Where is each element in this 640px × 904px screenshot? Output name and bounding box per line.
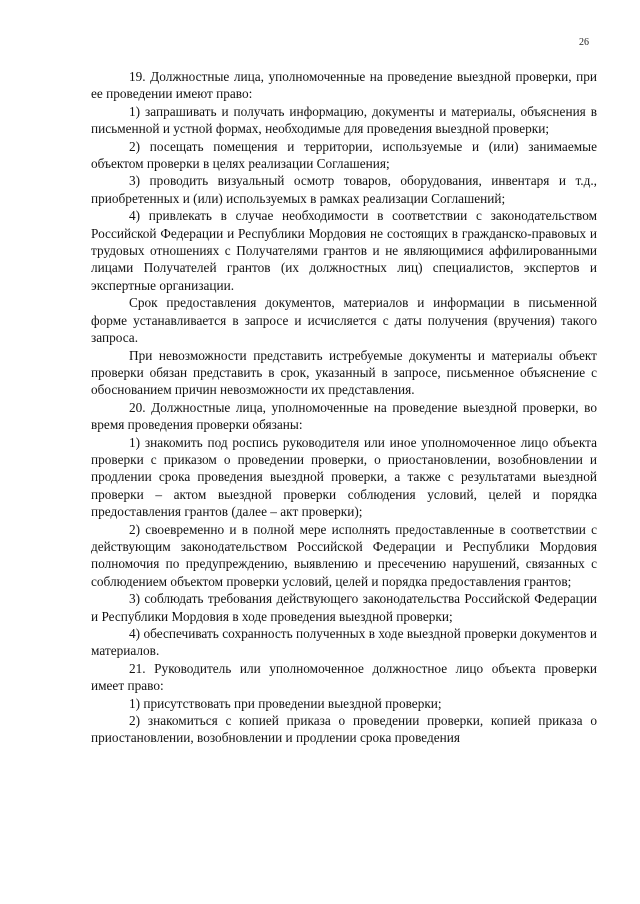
paragraph: 2) знакомиться с копией приказа о проведении проверки, копией приказа о приостановлении, возобновлении и продлении срока проведения bbox=[91, 713, 597, 746]
page-number: 26 bbox=[579, 37, 589, 48]
paragraph: 2) посещать помещения и территории, используемые и (или) занимаемые объектом проверки в целях реализации Соглашения; bbox=[91, 138, 597, 172]
paragraph: 4) привлекать в случае необходимости в соответствии с законодательством Российской Федерации и Республики Мордовия не состоящих в гражданско-правовых и трудовых отношениях с Получателями грантов и не являющимися аффилированными лицами Получателей грантов (их должностных лиц) специалистов, экспертов и экспертные организации. bbox=[91, 208, 597, 293]
paragraph: 1) присутствовать при проведении выездной проверки; bbox=[129, 695, 442, 711]
paragraph: 1) знакомить под роспись руководителя или иное уполномоченное лицо объекта проверки с приказом о проведении проверки, о приостановлении, возобновлении и продлении срока проведения выездной проверки, а также с результатами выездной проверки – актом выездной проверки соблюдения условий, целей и порядка предоставления грантов (далее – акт проверки); bbox=[91, 434, 597, 520]
paragraph: 2) своевременно и в полной мере исполнять предоставленные в соответствии с действующим законодательством Российской Федерации и Республики Мордовия полномочия по предупреждению, выявлению и пресечению нарушений, связанных с соблюдением объектом проверки условий, целей и порядка предоставления грантов; bbox=[91, 521, 597, 589]
paragraph: 3) соблюдать требования действующего законодательства Российской Федерации и Республики Мордовия в ходе проведения выездной проверки; bbox=[91, 591, 597, 624]
paragraph: 21. Руководитель или уполномоченное должностное лицо объекта проверки имеет право: bbox=[91, 660, 597, 694]
paragraph: 3) проводить визуальный осмотр товаров, оборудования, инвентаря и т.д., приобретенных и (или) используемых в рамках реализации Соглашений; bbox=[91, 173, 597, 206]
paragraph: 4) обеспечивать сохранность полученных в ходе выездной проверки документов и материалов. bbox=[91, 626, 597, 659]
document-body bbox=[91, 68, 597, 747]
paragraph: При невозможности представить истребуемые документы и материалы объект проверки обязан представить в срок, указанный в запросе, письменное объяснение с обоснованием причин невозможности их представления. bbox=[91, 347, 597, 398]
paragraph: Срок предоставления документов, материалов и информации в письменной форме устанавливается в запросе и исчисляется с даты получения (вручения) такого запроса. bbox=[91, 295, 597, 346]
paragraph: 20. Должностные лица, уполномоченные на проведение выездной проверки, во время проведения проверки обязаны: bbox=[91, 399, 597, 433]
paragraph: 19. Должностные лица, уполномоченные на проведение выездной проверки, при ее проведении имеют право: bbox=[91, 69, 597, 102]
paragraph: 1) запрашивать и получать информацию, документы и материалы, объяснения в письменной и устной формах, необходимые для проведения выездной проверки; bbox=[91, 103, 597, 137]
